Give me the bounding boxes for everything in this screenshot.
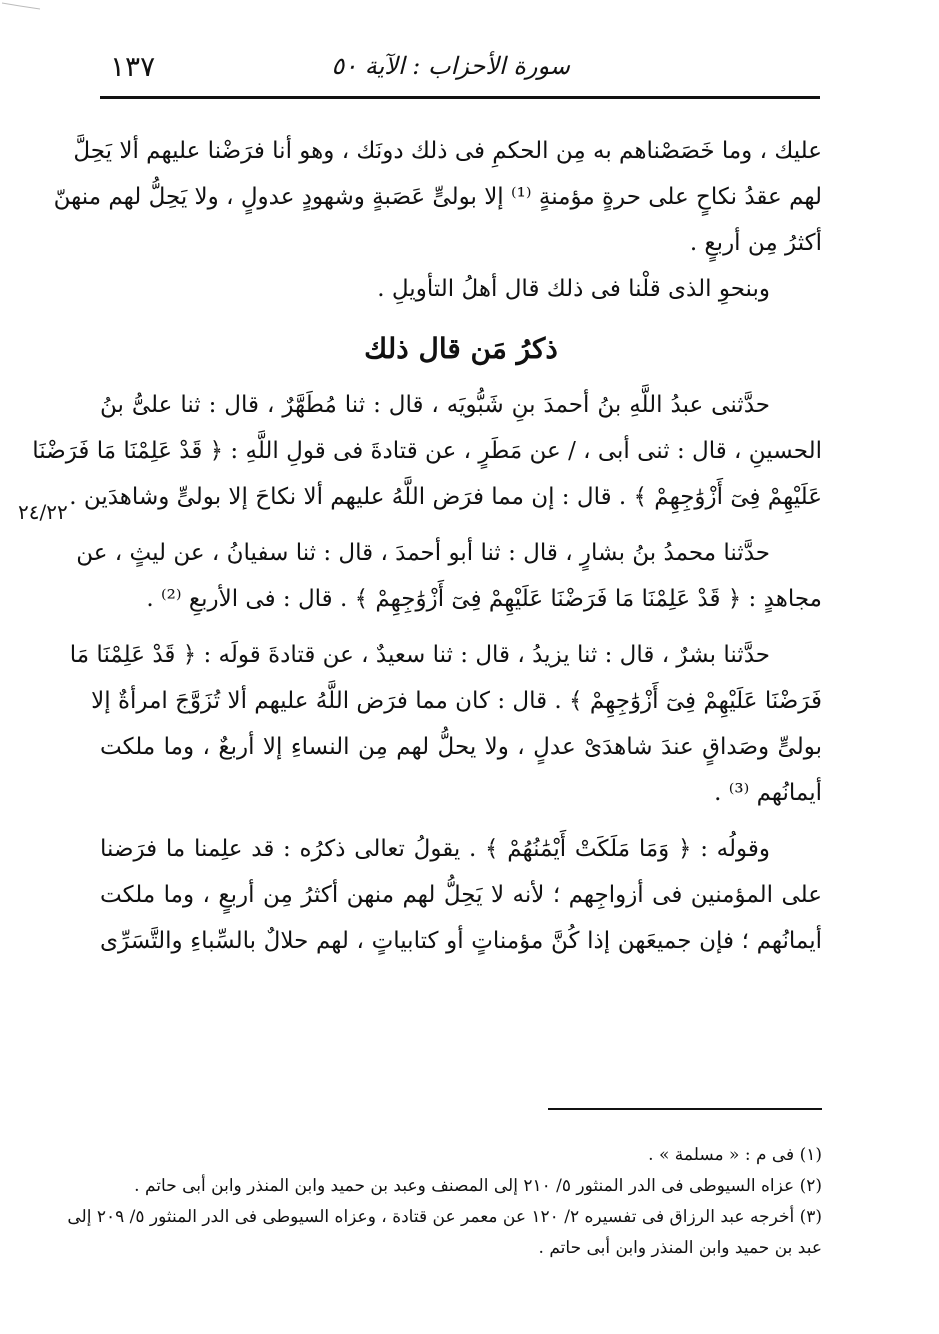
paragraph-1 bbox=[53, 128, 822, 266]
scan-artifact-mark bbox=[0, 0, 60, 12]
text-line: لهم عقدُ نكاحٍ على حرةٍ مؤمنةٍ ⁽¹⁾ إلا بولىٍّ عَصَبةٍ وشهودٍ عدولٍ ، ولا يَحِلُّ لهم منهنّ bbox=[53, 184, 822, 210]
page-header bbox=[100, 48, 820, 92]
paragraph-4 bbox=[76, 530, 822, 622]
margin-reference: ٢٤/٢٢ bbox=[18, 500, 68, 524]
section-heading: ذكرُ مَن قال ذلك bbox=[364, 332, 558, 365]
paragraph-2 bbox=[100, 266, 822, 312]
text-line: فَرَضْنَا عَلَيْهِمْ فِىٓ أَزْوَٰجِهِمْ ﴾ . قال : كان مما فرَض اللَّهُ عليهم ألا تُزَوَّجَ امرأةٌ إلا bbox=[91, 688, 822, 714]
text-line: الحسينِ ، قال : ثنى أبى ، / عن مَطَرٍ ، عن قتادةَ فى قولِ اللَّهِ : ﴿ قَدْ عَلِمْنَا مَا فَرَضْنَا bbox=[32, 438, 822, 464]
text-line: حدَّثنى عبدُ اللَّهِ بنُ أحمدَ بنِ شَبُّويَه ، قال : ثنا مُطَهَّرٌ ، قال : ثنا علىُّ بنُ bbox=[100, 392, 770, 418]
footnotes bbox=[67, 1140, 822, 1264]
footnote-2: (٢) عزاه السيوطى فى الدر المنثور ٥/ ٢١٠ إلى المصنف وعبد بن حميد وابن المنذر وابن أبى حاتم . bbox=[134, 1176, 822, 1196]
text-line: حدَّثنا محمدُ بنُ بشارٍ ، قال : ثنا أبو أحمدَ ، قال : ثنا سفيانُ ، عن ليثٍ ، عن bbox=[76, 540, 770, 566]
text-line: وبنحوِ الذى قلْنا فى ذلك قال أهلُ التأويلِ . bbox=[377, 276, 770, 302]
footnote-1: (١) فى م : « مسلمة » . bbox=[648, 1145, 822, 1165]
paragraph-6 bbox=[100, 826, 822, 964]
header-rule bbox=[100, 96, 820, 99]
footnote-3: (٣) أخرجه عبد الرزاق فى تفسيره ٢/ ١٢٠ عن معمر عن قتادة ، وعزاه السيوطى فى الدر المنثور ٥/ ٢٠٩ إلى bbox=[67, 1207, 822, 1227]
text-line: وقولُه : ﴿ وَمَا مَلَكَتْ أَيْمَٰنُهُمْ ﴾ . يقولُ تعالى ذكرُه : قد علِمنا ما فرَضنا bbox=[100, 836, 770, 862]
running-title: سورة الأحزاب : الآية ٥٠ bbox=[331, 52, 570, 80]
page-number: ١٣٧ bbox=[110, 50, 156, 83]
text-line: عَلَيْهِمْ فِىٓ أَزْوَٰجِهِمْ ﴾ . قال : إن مما فرَض اللَّهُ عليهم ألا نكاحَ إلا بولىٍّ وشاهدَين . bbox=[69, 484, 822, 510]
text-line: بولىٍّ وصَداقٍ عندَ شاهدَىْ عدلٍ ، ولا يحلُّ لهم مِن النساءِ إلا أربعٌ ، وما ملكت bbox=[100, 734, 822, 760]
footnote-rule bbox=[548, 1108, 822, 1110]
text-line: عليك ، وما خَصَصْناهم به مِن الحكمِ فى ذلك دونَك ، وهو أنا فرَضْنا عليهم ألا يَحِلَّ bbox=[73, 138, 822, 164]
paragraph-5 bbox=[69, 632, 822, 816]
text-line: أيمانُهم ؛ فإن جميعَهن إذا كُنَّ مؤمناتٍ أو كتابياتٍ ، لهم حلالٌ بالسِّباءِ والتَّسَرِّى bbox=[100, 928, 822, 954]
text-line: على المؤمنين فى أزواجِهم ؛ لأنه لا يَحِلُّ لهم منهن أكثرُ مِن أربعٍ ، وما ملكت bbox=[100, 882, 822, 908]
text-line: حدَّثنا بشرٌ ، قال : ثنا يزيدُ ، قال : ثنا سعيدٌ ، عن قتادةَ قولَه : ﴿ قَدْ عَلِمْنَا مَا bbox=[69, 642, 770, 668]
footnote-3-continued: عبد بن حميد وابن المنذر وابن أبى حاتم . bbox=[538, 1238, 822, 1258]
text-line: أكثرُ مِن أربعٍ . bbox=[689, 230, 822, 256]
text-line: أيمانُهم ⁽³⁾ . bbox=[714, 780, 822, 806]
text-line: مجاهدٍ : ﴿ قَدْ عَلِمْنَا مَا فَرَضْنَا عَلَيْهِمْ فِىٓ أَزْوَٰجِهِمْ ﴾ . قال : فى الأربعِ ⁽²⁾ . bbox=[146, 586, 822, 612]
